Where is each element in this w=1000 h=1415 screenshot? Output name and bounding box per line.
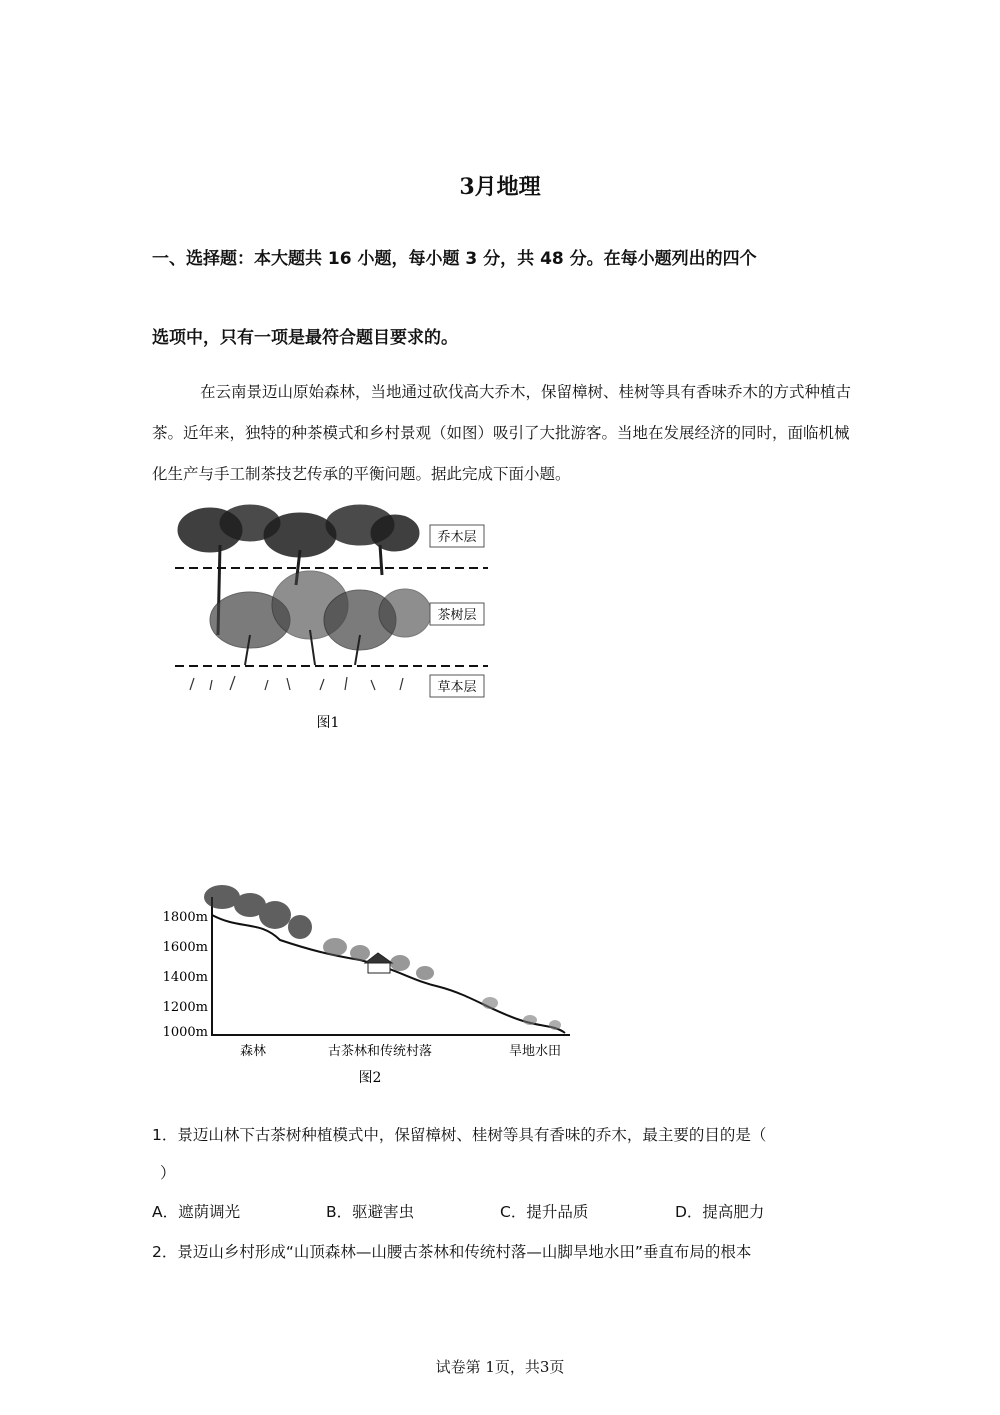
farmland-illustration bbox=[482, 997, 561, 1030]
layer-label-herb: 草本层 bbox=[437, 680, 477, 695]
section-heading-line1: 一、选择题：本大题共 16 小题，每小题 3 分，共 48 分。在每小题列出的四个 bbox=[152, 249, 757, 269]
question-1-option-a[interactable]: A．遮荫调光 bbox=[152, 1203, 241, 1221]
question-1-option-b[interactable]: B．驱避害虫 bbox=[326, 1203, 415, 1221]
page-title: 3月地理 bbox=[459, 174, 541, 200]
passage-paragraph: 在云南景迈山原始森林，当地通过砍伐高大乔木，保留樟树、桂树等具有香味乔木的方式种植古茶。近年来，独特的种茶模式和乡村景观（如图）吸引了大批游客。当地在发展经济的同时，面临机械化生产与手工制茶技艺传承的平衡问题。据此完成下面小题。 bbox=[152, 383, 852, 483]
figure2-elevation-profile bbox=[160, 875, 580, 1090]
question-2-stem: 2．景迈山乡村形成“山顶森林—山腰古茶林和传统村落—山脚旱地水田”垂直布局的根本 bbox=[152, 1243, 752, 1261]
question-1-option-c[interactable]: C．提升品质 bbox=[500, 1203, 589, 1221]
terrain-line bbox=[212, 915, 565, 1033]
figure1-caption: 图1 bbox=[316, 715, 340, 731]
figure1-vegetation-diagram bbox=[170, 495, 500, 740]
x-zone-label-farmland: 旱地水田 bbox=[508, 1044, 562, 1059]
tea-bush-illustration bbox=[210, 571, 431, 665]
x-zone-label-tea-village: 古茶林和传统村落 bbox=[327, 1044, 433, 1059]
figure2-caption: 图2 bbox=[358, 1070, 382, 1086]
y-tick-label: 1600m bbox=[162, 940, 208, 955]
section-heading-line2: 选项中，只有一项是最符合题目要求的。 bbox=[152, 328, 458, 348]
y-tick-label: 1000m bbox=[162, 1025, 208, 1040]
page-footer: 试卷第 1页，共3页 bbox=[435, 1358, 565, 1376]
y-tick-label: 1200m bbox=[162, 1000, 208, 1015]
passage bbox=[152, 372, 852, 495]
question-1-stem-cont: ） bbox=[160, 1164, 176, 1182]
grass-illustration bbox=[190, 676, 403, 690]
layer-label-tea: 茶树层 bbox=[437, 608, 477, 623]
question-1-stem: 1．景迈山林下古茶树种植模式中，保留樟树、桂树等具有香味的乔木，最主要的目的是（ bbox=[152, 1126, 767, 1144]
layer-label-tree: 乔木层 bbox=[437, 530, 477, 545]
question-1-option-d[interactable]: D．提高肥力 bbox=[675, 1203, 765, 1221]
y-tick-label: 1400m bbox=[162, 970, 208, 985]
forest-illustration bbox=[204, 885, 312, 939]
y-tick-label: 1800m bbox=[162, 910, 208, 925]
x-zone-label-forest: 森林 bbox=[239, 1044, 267, 1059]
